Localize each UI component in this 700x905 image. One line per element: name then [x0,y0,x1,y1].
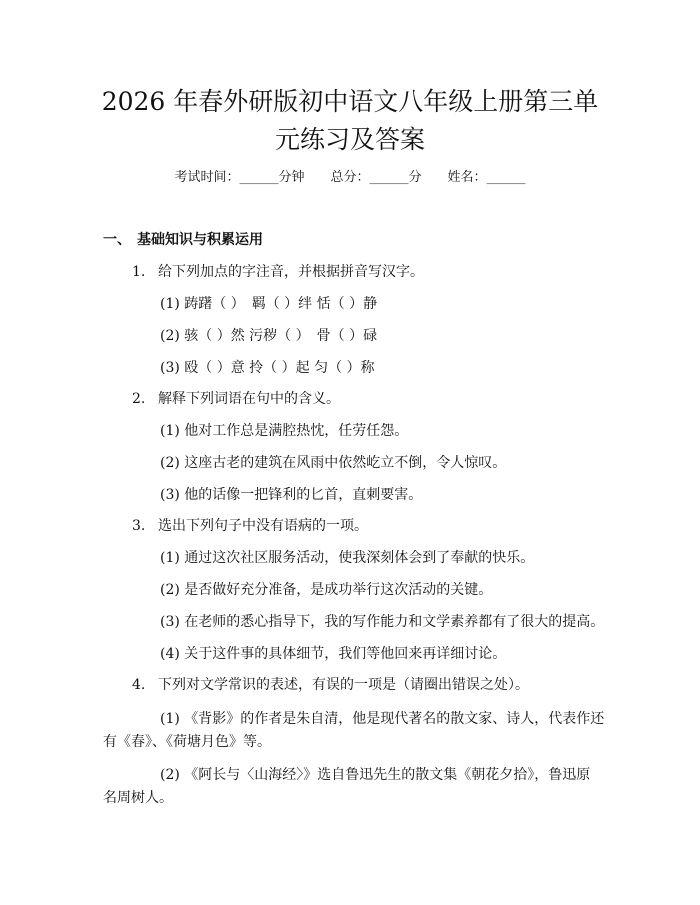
question-3-item-3: (3) 在老师的悉心指导下，我的写作能力和文学素养都有了很大的提高。 [160,614,605,630]
question-2 [132,389,340,409]
section-label: 基础知识与积累运用 [137,232,263,248]
section-number: 一、 [103,232,131,248]
document-title-line-2: 元练习及答案 [274,125,425,154]
question-3-item-2: (2) 是否做好充分准备，是成功举行这次活动的关键。 [160,582,493,598]
exam-info: 考试时间：______分钟 总分：______分 姓名：______ [174,170,526,185]
question-text: 解释下列词语在句中的含义。 [158,391,340,407]
question-2-item-2: (2) 这座古老的建筑在风雨中依然屹立不倒，令人惊叹。 [160,455,507,471]
question-4-item-1-cont: 有《春》、《荷塘月色》等。 [103,734,271,750]
section-heading [103,230,263,250]
question-number: 3. [132,518,146,534]
question-text: 下列对文学常识的表述，有误的一项是（请圈出错误之处）。 [158,677,529,693]
question-number: 1. [132,264,146,280]
question-number: 4. [132,677,146,693]
question-1-item-3: (3) 殴（ ）意 拎（ ）起 匀（ ）称 [160,360,375,376]
question-4-item-1: (1) 《背影》的作者是朱自清，他是现代著名的散文家、诗人，代表作还 [160,711,605,727]
question-number: 2. [132,391,146,407]
question-2-item-1: (1) 他对工作总是满腔热忱，任劳任怨。 [160,423,409,439]
question-1-item-1: (1) 踌躇（ ） 羁（ ）绊 恬（ ）静 [160,296,378,312]
question-text: 给下列加点的字注音，并根据拼音写汉字。 [158,264,424,280]
question-4 [132,675,529,695]
question-1 [132,262,424,282]
question-1-item-2: (2) 骇（ ）然 污秽（ ） 骨（ ）碌 [160,328,378,344]
question-2-item-3: (3) 他的话像一把锋利的匕首，直刺要害。 [160,487,423,503]
question-3 [132,516,368,536]
question-3-item-1: (1) 通过这次社区服务活动，使我深刻体会到了奉献的快乐。 [160,550,535,566]
question-4-item-2: (2) 《阿长与〈山海经〉》选自鲁迅先生的散文集《朝花夕拾》，鲁迅原 [160,767,591,783]
question-text: 选出下列句子中没有语病的一项。 [158,518,368,534]
question-4-item-2-cont: 名周树人。 [103,790,173,806]
question-3-item-4: (4) 关于这件事的具体细节，我们等他回来再详细讨论。 [160,646,507,662]
document-title-line-1: 2026 年春外研版初中语文八年级上册第三单 [101,87,599,116]
